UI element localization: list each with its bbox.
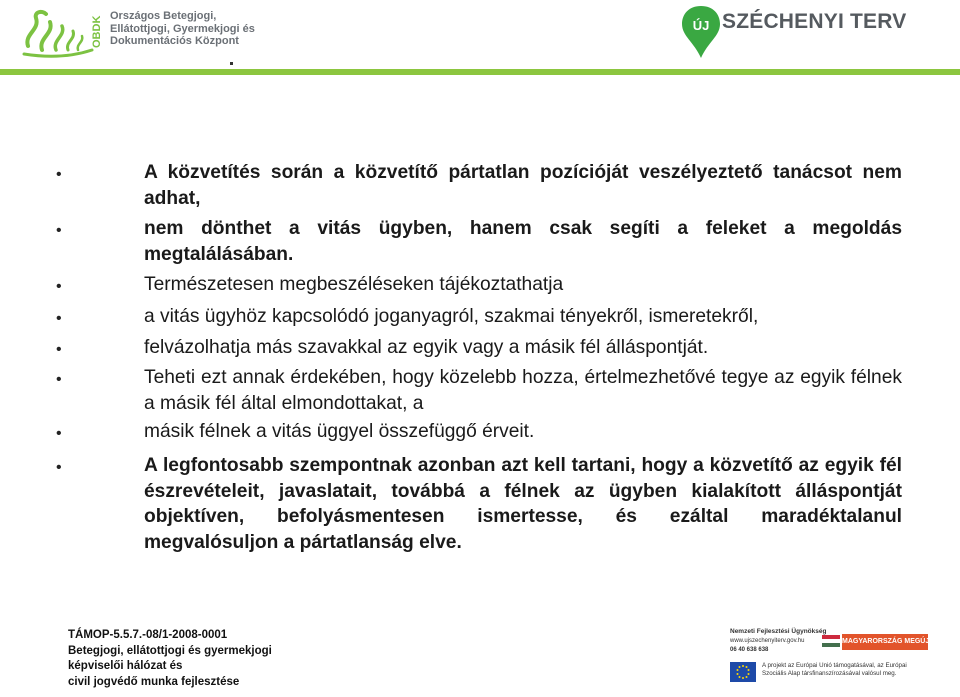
project-line: civil jogvédő munka fejlesztése: [68, 675, 240, 688]
list-item: [144, 365, 902, 416]
project-code: TÁMOP-5.5.7.-08/1-2008-0001: [68, 629, 228, 641]
szechenyi-mark: ÚJ: [692, 18, 710, 33]
eu-funding-text: [762, 662, 958, 679]
list-item-text: A legfontosabb szempontnak azonban azt kell tartani, hogy a közvetítő az egyik fél észrevételeit, javaslatait, továbbá a félnek az ügyben kialakított álláspontját objektíven, befolyásmentesen ismertesse, és ezáltal maradéktalanul megvalósuljon a pártatlanság elve.: [144, 455, 902, 553]
list-item: [144, 419, 902, 445]
eu-line: Szociális Alap társfinanszírozásával valósul meg.: [762, 670, 897, 678]
obdk-line-2: Ellátottjogi, Gyermekjogi és: [110, 22, 255, 35]
list-item-text: felvázolhatja más szavakkal az egyik vagy a másik fél álláspontját.: [144, 337, 709, 358]
list-item: [144, 160, 902, 211]
list-item: [144, 335, 902, 361]
bullet-icon: •: [56, 459, 62, 476]
obdk-line-3: Dokumentációs Központ: [110, 35, 239, 47]
bullet-icon: •: [56, 371, 62, 388]
nfu-title: Nemzeti Fejlesztési Ügynökség: [730, 628, 827, 635]
obdk-name: [110, 10, 255, 48]
list-item: [144, 272, 902, 298]
project-info: [68, 628, 272, 690]
header-divider: [0, 69, 960, 75]
page-header: [0, 0, 960, 70]
bullet-icon: •: [56, 278, 62, 295]
bullet-icon: •: [56, 166, 62, 183]
hungarian-flag-icon: [822, 635, 840, 647]
magyarorszag-megujul-badge: MAGYARORSZÁG MEGÚJUL: [842, 634, 928, 650]
bullet-icon: •: [56, 222, 62, 239]
project-line: képviselői hálózat és: [68, 660, 183, 672]
project-line: Betegjogi, ellátottjogi és gyermekjogi: [68, 644, 272, 657]
list-item: [144, 453, 902, 555]
bullet-icon: •: [56, 425, 62, 442]
funding-block: [700, 622, 958, 696]
bullet-icon: •: [56, 341, 62, 358]
szechenyi-terv-text: SZÉCHENYI TERV: [722, 10, 907, 33]
list-item-text: nem dönthet a vitás ügyben, hanem csak segíti a feleket a megoldás megtalálásában.: [144, 218, 902, 265]
obdk-line-1: Országos Betegjogi,: [110, 10, 217, 22]
nfu-phone: 06 40 638 638: [730, 647, 769, 653]
eu-flag-icon: [730, 662, 756, 682]
list-item-text: másik félnek a vitás üggyel összefüggő érveit.: [144, 421, 535, 442]
eu-line: A projekt az Európai Unió támogatásával, az Európai: [762, 662, 907, 669]
stray-dot: [230, 62, 233, 65]
list-item-text: A közvetítés során a közvetítő pártatlan pozícióját veszélyeztető tanácsot nem adhat,: [144, 162, 902, 209]
bullet-icon: •: [56, 310, 62, 327]
list-item: [144, 216, 902, 267]
list-item-text: a vitás ügyhöz kapcsolódó joganyagról, szakmai tényekről, ismeretekről,: [144, 306, 759, 327]
list-item-text: Természetesen megbeszéléseken tájékoztathatja: [144, 274, 564, 295]
list-item-text: Teheti ezt annak érdekében, hogy közelebb hozza, értelmezhetővé tegye az egyik félnek a másik fél által elmondottakat, a: [144, 367, 902, 414]
obdk-abbr: OBDK: [91, 15, 103, 48]
nfu-url: www.ujszechenyiterv.gov.hu: [730, 638, 805, 644]
list-item: [144, 304, 902, 330]
